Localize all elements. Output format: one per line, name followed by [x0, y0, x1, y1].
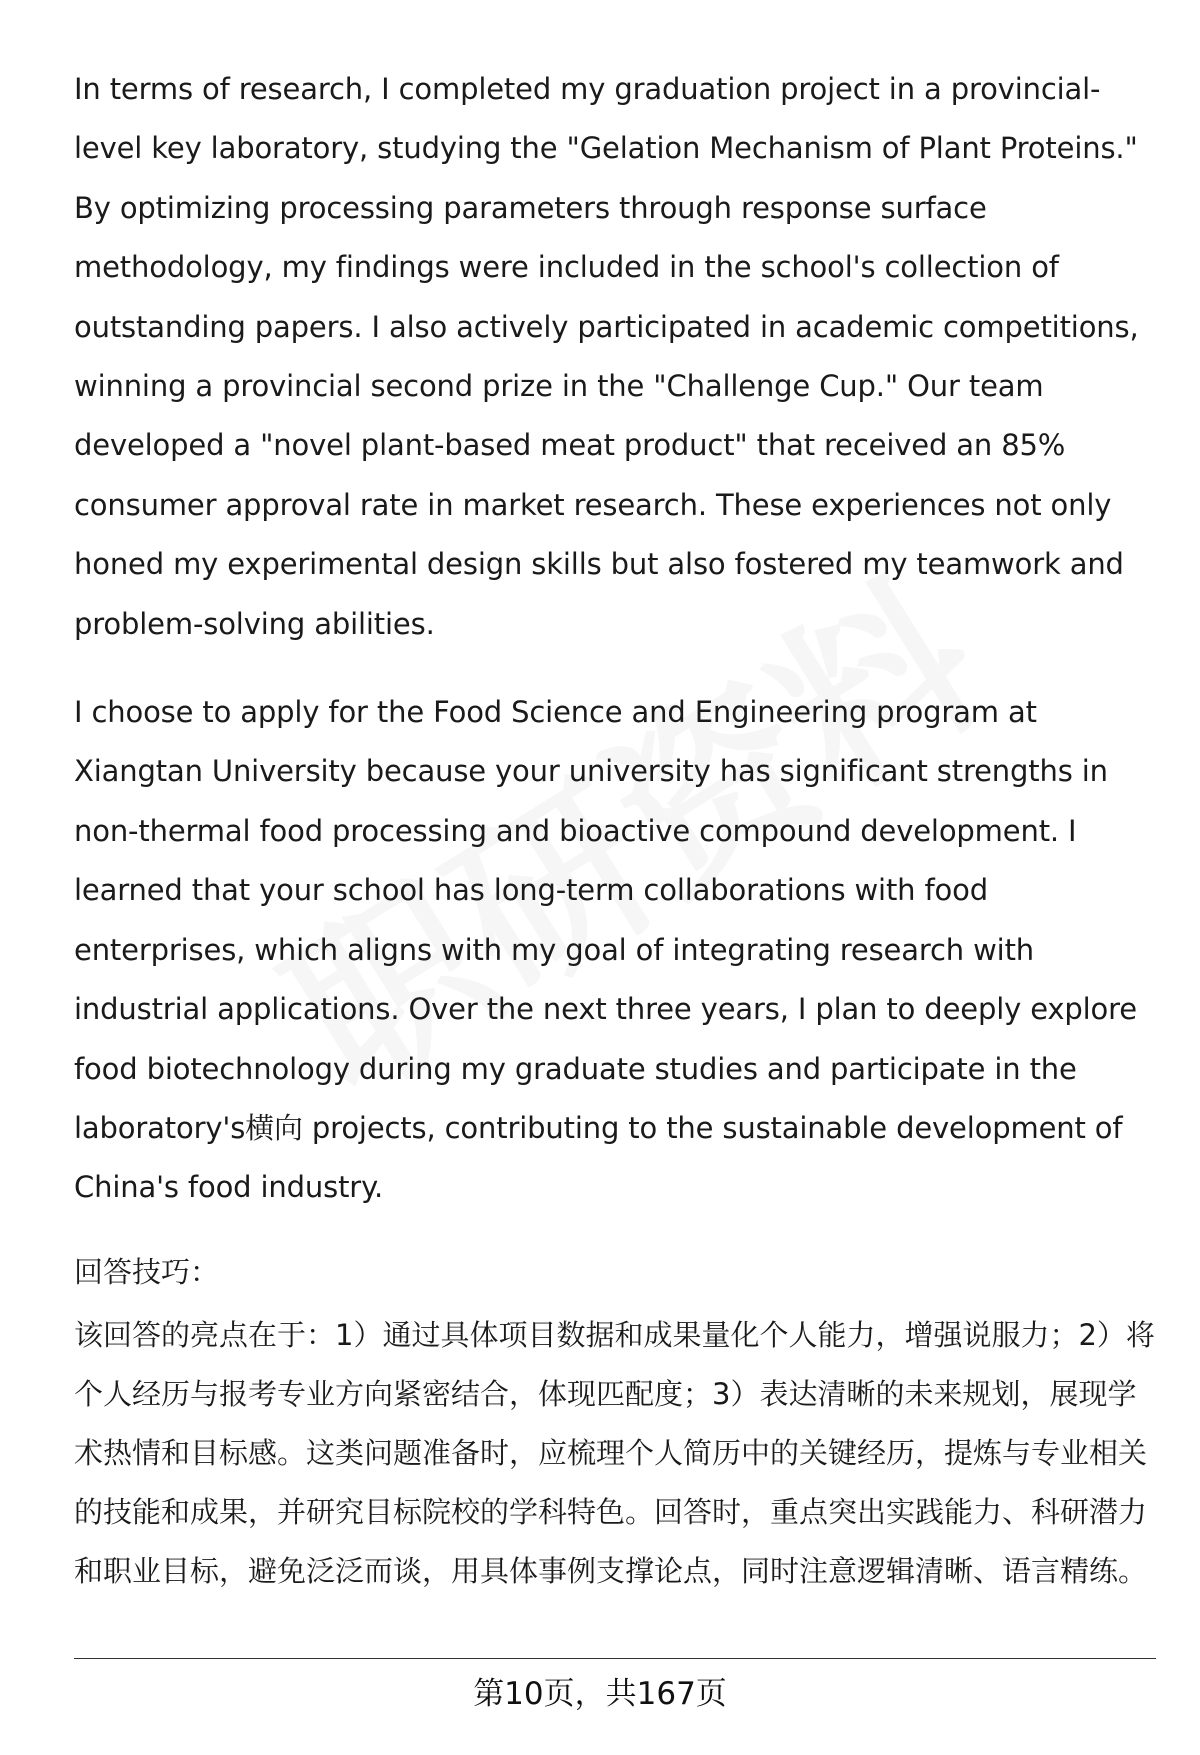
tips-heading: 回答技巧：	[74, 1254, 220, 1289]
page-number: 第10页，共167页	[473, 1676, 727, 1712]
paragraph-research: In terms of research, I completed my graduation project in a provincial-level key laboratory, studying the "Gelation Mechanism of Plant Proteins." By optimizing processing parameters through response surface methodology, my findings were included in the school's collection of outstanding papers. I also actively participated in academic competitions, winning a provincial second prize in the "Challenge Cup." Our team developed a "novel plant-based meat product" that received an 85% consumer approval rate in market research. These experiences not only honed my experimental design skills but also fostered my teamwork and problem-solving abilities.	[74, 72, 1139, 641]
paragraph-motivation: I choose to apply for the Food Science and Engineering program at Xiangtan University because your university has significant strengths in non-thermal food processing and bioactive compound development. I learned that your school has long-term collaborations with food enterprises, which aligns with my goal of integrating research with industrial applications. Over the next three years, I plan to deeply explore food biotechnology during my graduate studies and participate in the laboratory's横向 projects, contributing to the sustainable development of China's food industry.	[74, 695, 1137, 1205]
footer-divider	[74, 1658, 1156, 1659]
tips-body: 该回答的亮点在于：1）通过具体项目数据和成果量化个人能力，增强说服力；2）将个人经历与报考专业方向紧密结合，体现匹配度；3）表达清晰的未来规划，展现学术热情和目标感。这类问题准备时，应梳理个人简历中的关键经历，提炼与专业相关的技能和成果，并研究目标院校的学科特色。回答时，重点突出实践能力、科研潜力和职业目标，避免泛泛而谈，用具体事例支撑论点，同时注意逻辑清晰、语言精练。	[74, 1317, 1155, 1588]
page-content	[74, 60, 1164, 1601]
